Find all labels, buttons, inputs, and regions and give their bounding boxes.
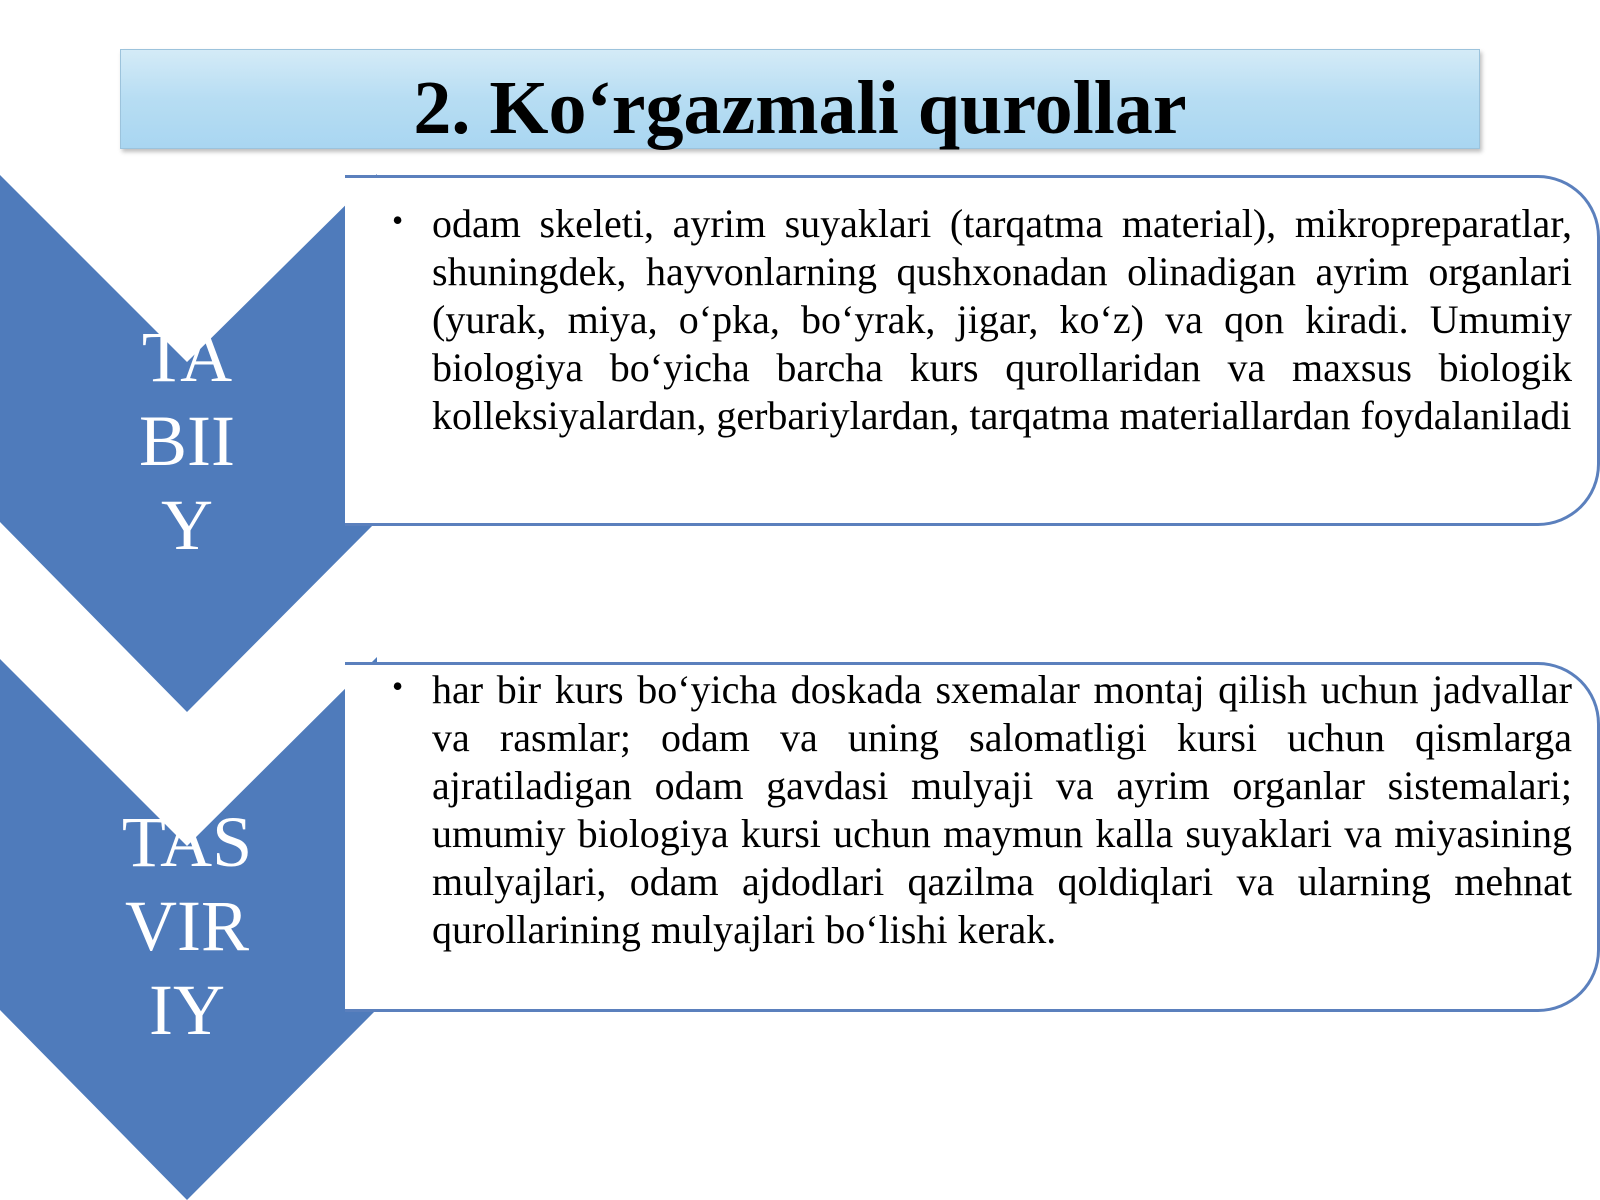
slide-title: 2. Ko‘rgazmali qurollar bbox=[413, 66, 1187, 150]
list-item bbox=[392, 666, 1572, 954]
bullet-list bbox=[345, 666, 1597, 954]
chevron-label-tabiiy: TA BII Y bbox=[139, 317, 235, 565]
content-box-tabiiy bbox=[345, 175, 1600, 526]
bullet-icon: • bbox=[392, 668, 404, 704]
bullet-icon: • bbox=[392, 202, 404, 238]
list-item bbox=[392, 200, 1572, 440]
chevron-label-tasviriy: TAS VIR IY bbox=[121, 802, 253, 1050]
content-box-tasviriy bbox=[345, 662, 1600, 1012]
list-item-text: odam skeleti, ayrim suyaklari (tarqatma material), mikropreparatlar, shuningdek, hayvonlarning qushxonadan olinadigan ayrim organlari (yurak, miya, o‘pka, bo‘yrak, jigar, ko‘z) va qon kiradi. Umumiy biologiya bo‘yicha barcha kurs qurollaridan va maxsus biologik kolleksiyalardan, gerbariylardan, tarqatma materiallardan foydalaniladi bbox=[432, 201, 1572, 438]
list-item-text: har bir kurs bo‘yicha doskada sxemalar montaj qilish uchun jadvallar va rasmlar; odam va uning salomatligi kursi uchun qismlarga ajratiladigan odam gavdasi mulyaji va ayrim organlar sistemalari; umumiy biologiya kursi uchun maymun kalla suyaklari va miyasining mulyajlari, odam ajdodlari qazilma qoldiqlari va ularning mehnat qurollarining mulyajlari bo‘lishi kerak. bbox=[432, 667, 1572, 952]
bullet-list bbox=[345, 200, 1597, 440]
